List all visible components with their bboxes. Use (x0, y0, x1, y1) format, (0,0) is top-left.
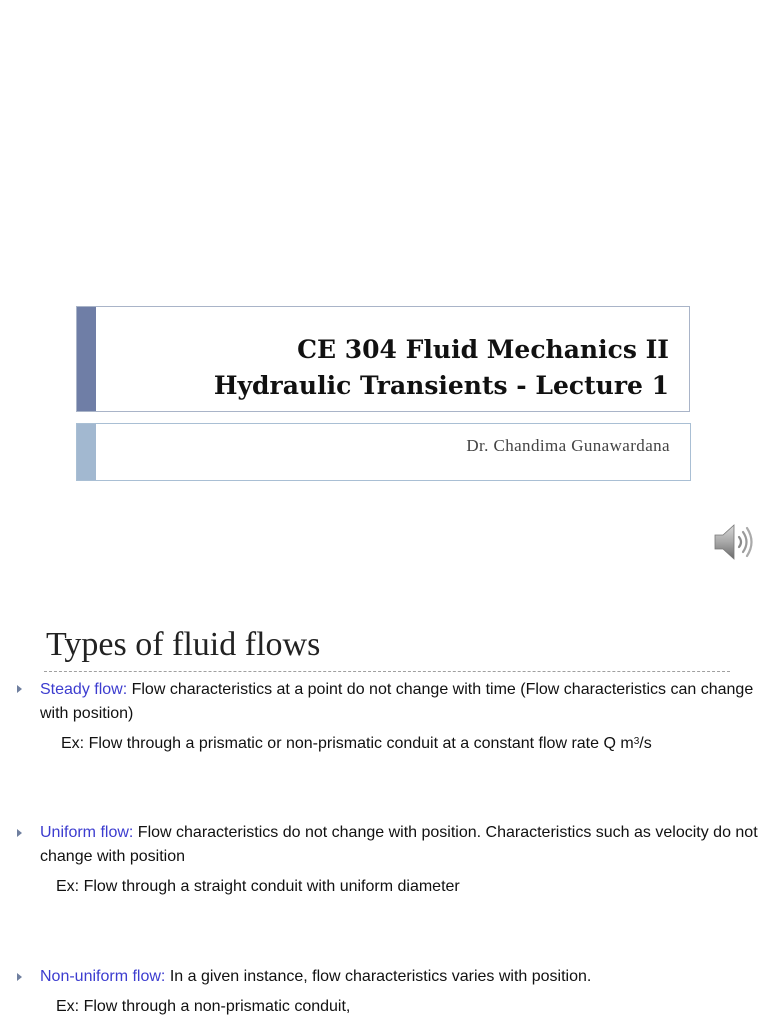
list-item-uniform-flow (40, 821, 762, 869)
title-box (76, 306, 690, 412)
bullet-arrow-icon (17, 829, 22, 837)
speaker-icon[interactable] (712, 520, 756, 564)
subtitle-accent-bar (77, 424, 96, 480)
subtitle-box (76, 423, 691, 481)
list-item-steady-flow (40, 678, 762, 726)
example-steady-flow (61, 732, 652, 756)
heading-divider (44, 671, 730, 672)
author-name: Dr. Chandima Gunawardana (466, 436, 670, 455)
example-uniform-flow: Ex: Flow through a straight conduit with uniform diameter (56, 878, 460, 895)
example-unit: /s (639, 735, 652, 752)
bullet-arrow-icon (17, 973, 22, 981)
title-line-1: CE 304 Fluid Mechanics II (297, 335, 669, 364)
description-steady-flow: Flow characteristics at a point do not change with time (Flow characteristics can change with position) (40, 681, 754, 722)
title-line-2: Hydraulic Transients - Lecture 1 (213, 371, 669, 400)
title-accent-bar (77, 307, 96, 411)
example-text: Ex: Flow through a prismatic or non-prismatic conduit at a constant flow rate Q m (61, 735, 634, 752)
term-uniform-flow: Uniform flow: (40, 824, 134, 841)
description-non-uniform-flow: In a given instance, flow characteristics varies with position. (165, 968, 592, 985)
example-non-uniform-flow: Ex: Flow through a non-prismatic conduit, (56, 998, 351, 1015)
term-non-uniform-flow: Non-uniform flow: (40, 968, 166, 985)
description-uniform-flow: Flow characteristics do not change with position. Characteristics such as velocity do not change with position (40, 824, 758, 865)
bullet-arrow-icon (17, 685, 22, 693)
slide-heading: Types of fluid flows (46, 626, 321, 663)
list-item-non-uniform-flow (40, 965, 762, 989)
term-steady-flow: Steady flow: (40, 681, 128, 698)
example-superscript: 3 (633, 736, 640, 747)
